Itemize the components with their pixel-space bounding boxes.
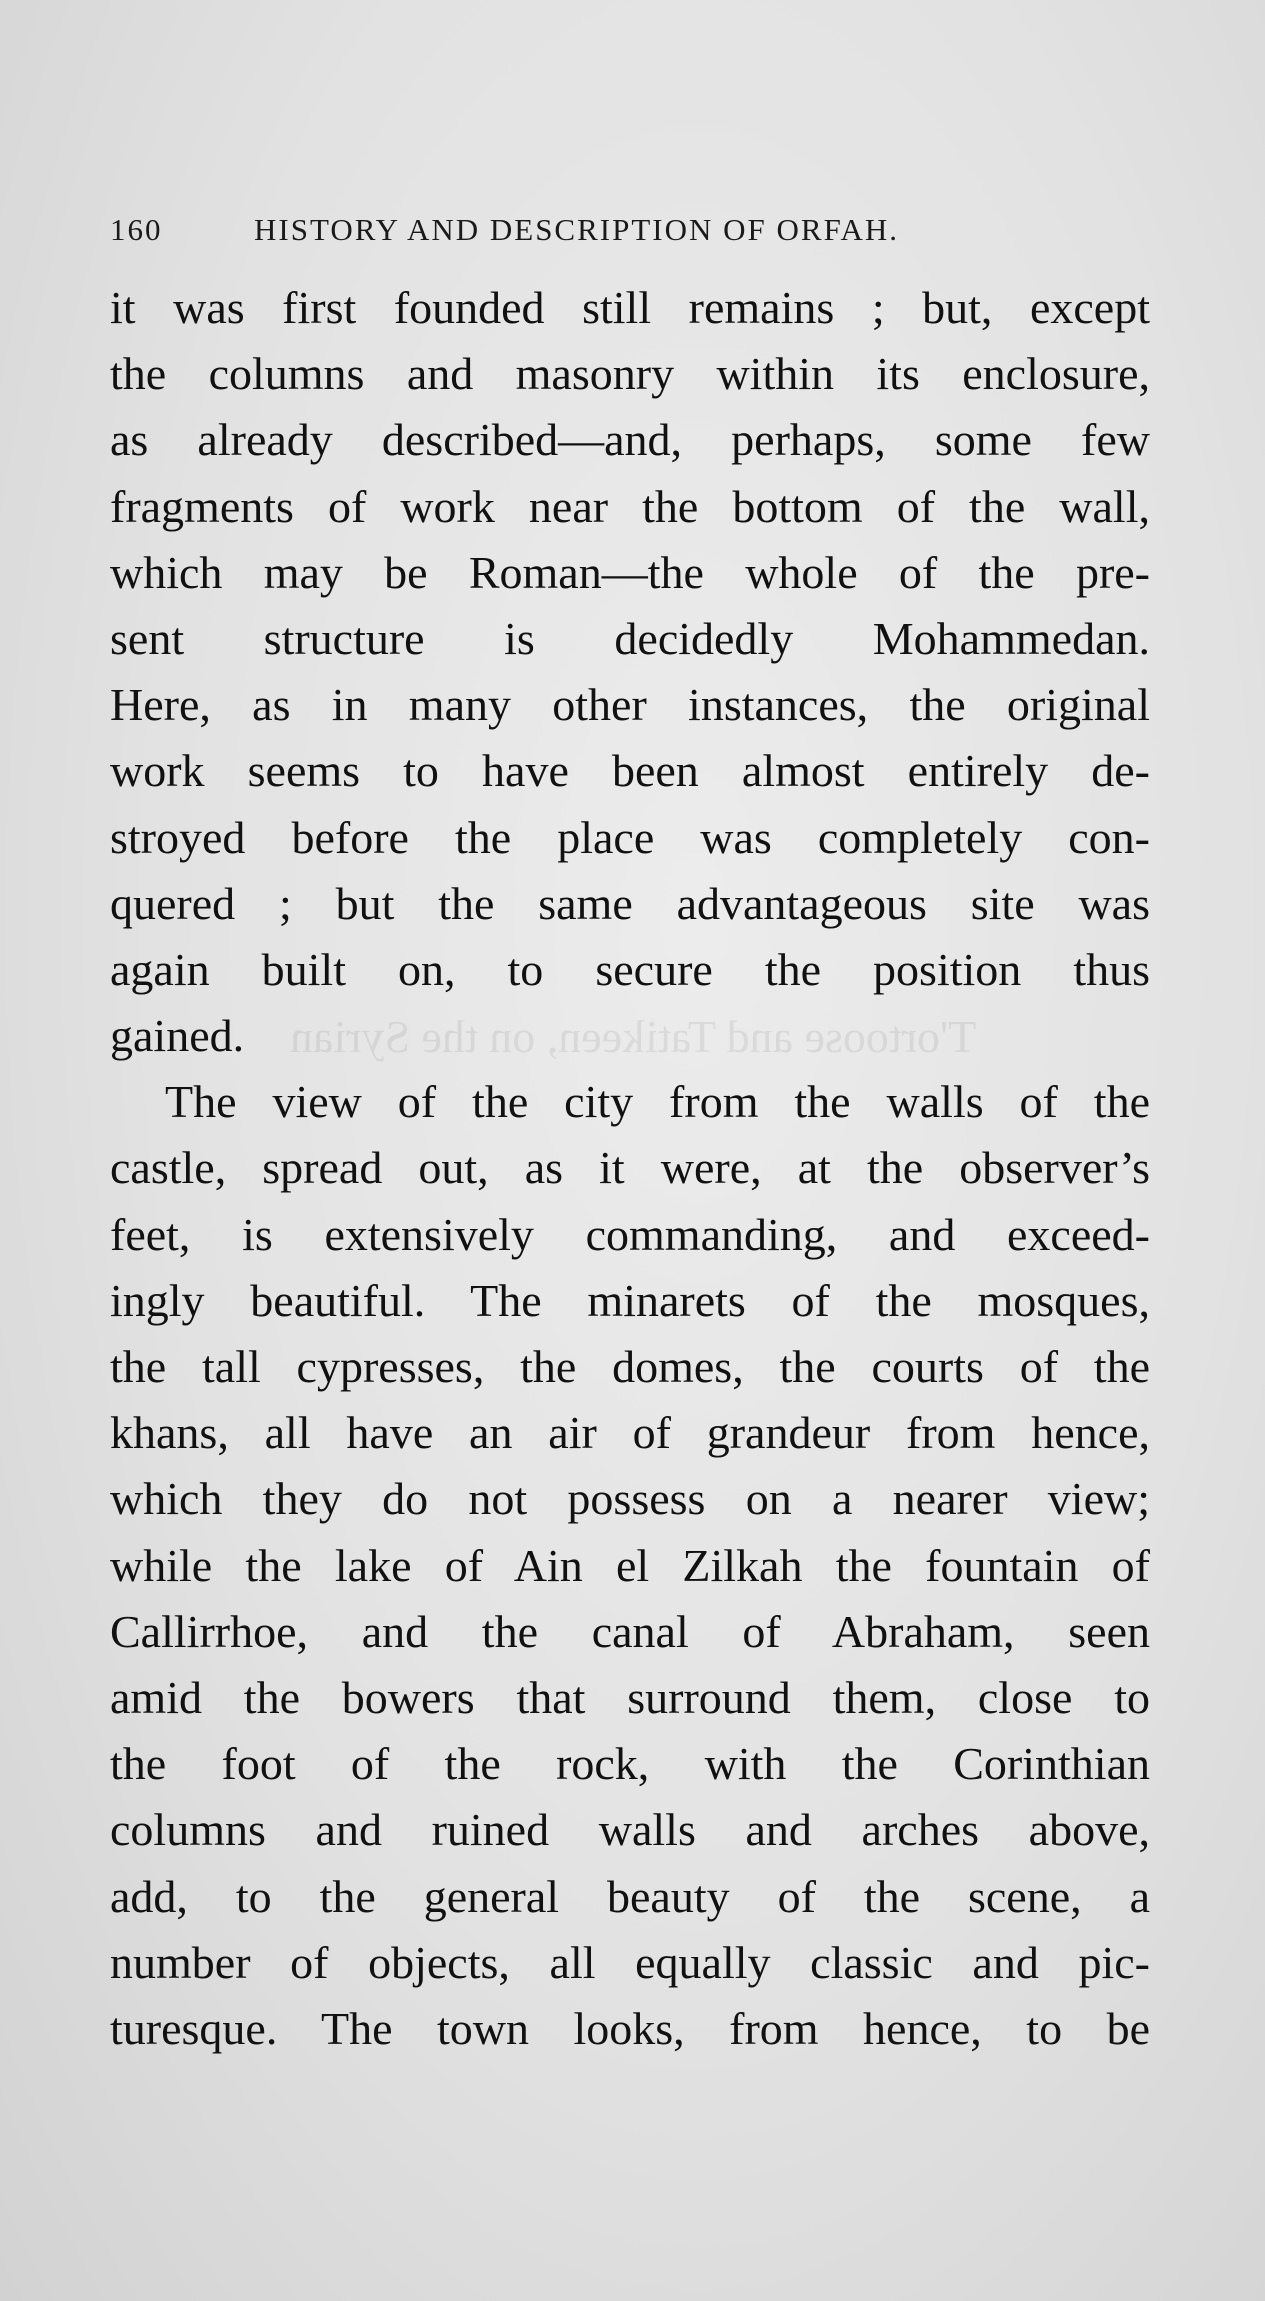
text-line: khans, all have an air of grandeur from hence, (110, 1407, 1150, 1459)
text-line: which they do not possess on a nearer view; (110, 1473, 1150, 1525)
text-line: as already described—and, perhaps, some few (110, 414, 1150, 466)
text-line: quered ; but the same advantageous site was (110, 877, 1150, 929)
text-line: turesque. The town looks, from hence, to be (110, 2002, 1150, 2054)
text-line: number of objects, all equally classic and pic- (110, 1936, 1150, 1988)
page-number: 160 (110, 212, 163, 247)
text-line: ingly beautiful. The minarets of the mosques, (110, 1274, 1150, 1326)
running-title: HISTORY AND DESCRIPTION OF ORFAH. (254, 212, 900, 247)
running-head (110, 212, 1150, 252)
text-line: the columns and masonry within its enclosure, (110, 348, 1150, 400)
text-line: amid the bowers that surround them, close to (110, 1671, 1150, 1723)
text-line: feet, is extensively commanding, and exceed- (110, 1208, 1150, 1260)
text-line: castle, spread out, as it were, at the observer’s (110, 1142, 1150, 1194)
text-line: it was first founded still remains ; but, except (110, 282, 1150, 333)
text-line: work seems to have been almost entirely de- (110, 745, 1150, 797)
text-line: Here, as in many other instances, the original (110, 679, 1150, 731)
text-line: Callirrhoe, and the canal of Abraham, seen (110, 1605, 1150, 1657)
text-line: stroyed before the place was completely con- (110, 811, 1150, 863)
text-line: the tall cypresses, the domes, the courts of the (110, 1341, 1150, 1392)
text-line: sent structure is decidedly Mohammedan. (110, 612, 1150, 664)
text-line: while the lake of Ain el Zilkah the fountain of (110, 1539, 1150, 1591)
text-line: the foot of the rock, with the Corinthian (110, 1738, 1150, 1790)
body-text (110, 275, 1150, 2062)
show-through-text: T'ortoose and Tatikeen, on the Syrian (290, 1011, 977, 1062)
text-line: gained. (110, 1010, 245, 1062)
text-line: columns and ruined walls and arches above, (110, 1804, 1150, 1856)
text-line: fragments of work near the bottom of the wall, (110, 480, 1150, 532)
text-line: which may be Roman—the whole of the pre- (110, 546, 1150, 598)
text-line: again built on, to secure the position thus (110, 943, 1150, 995)
text-line: add, to the general beauty of the scene, a (110, 1870, 1150, 1922)
paragraph-first-line: The view of the city from the walls of the (165, 1076, 1150, 1128)
